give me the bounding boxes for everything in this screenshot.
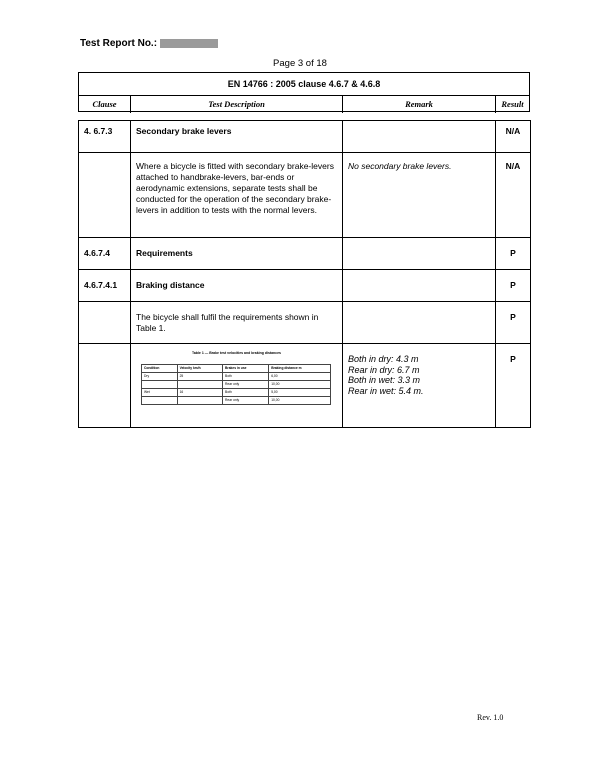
table1-header: Condition [142, 365, 178, 373]
section-header [78, 72, 530, 112]
measurement-line: Both in dry: 4.3 m [348, 354, 419, 364]
measurement-line: Both in wet: 3.3 m [348, 375, 421, 385]
table1-row [142, 389, 331, 397]
measurement-remarks [343, 344, 496, 428]
result-cell: P [496, 344, 531, 428]
table1-cell: 16 [177, 389, 222, 397]
clause-cell: 4.6.7.4 [79, 238, 131, 270]
result-cell: N/A [496, 153, 531, 238]
test-report-number [80, 38, 218, 49]
table1-row [142, 381, 331, 389]
table-row [79, 238, 531, 270]
table1-cell: Rear only [223, 397, 269, 405]
table-row [79, 344, 531, 428]
clause-cell: 4. 6.7.3 [79, 121, 131, 153]
report-number-label: Test Report No.: [80, 38, 158, 49]
description-cell: Braking distance [131, 270, 343, 302]
table1-cell: 25 [177, 373, 222, 381]
table1-cell: Rear only [223, 381, 269, 389]
remark-cell [343, 238, 496, 270]
standard-title: EN 14766 : 2005 clause 4.6.7 & 4.6.8 [79, 73, 529, 96]
description-cell: The bicycle shall fulfil the requirements shown in Table 1. [131, 302, 343, 344]
table1-title: Table 1 — Brake test velocities and braking distances [191, 351, 282, 355]
table1-cell: Dry [142, 373, 178, 381]
table1-cell [177, 381, 222, 389]
table1-cell [142, 381, 178, 389]
remark-cell [343, 121, 496, 153]
revision-label: Rev. 1.0 [477, 713, 504, 722]
table1-cell: Both [223, 373, 269, 381]
table1-header: Brakes in use [223, 365, 269, 373]
table1-cell: 10,00 [269, 381, 331, 389]
table1-image [131, 344, 343, 428]
table1-row [142, 397, 331, 405]
page-number: Page 3 of 18 [273, 58, 327, 69]
clause-cell [79, 153, 131, 238]
table1-cell: 10,00 [269, 397, 331, 405]
remark-cell: No secondary brake levers. [343, 153, 496, 238]
table-row [79, 153, 531, 238]
table1-header: Velocity km/h [177, 365, 222, 373]
test-table [78, 120, 531, 428]
result-cell: P [496, 270, 531, 302]
table1-row [142, 373, 331, 381]
table1-cell: Both [223, 389, 269, 397]
clause-cell [79, 344, 131, 428]
table-row [79, 270, 531, 302]
clause-cell [79, 302, 131, 344]
table1-cell [142, 397, 178, 405]
result-cell: N/A [496, 121, 531, 153]
column-header-result: Result [501, 99, 524, 109]
measurement-line: Rear in dry: 6.7 m [348, 364, 420, 375]
table1-header: Braking distance m [269, 365, 331, 373]
description-cell: Secondary brake levers [131, 121, 343, 153]
table1-cell: 6,00 [269, 373, 331, 381]
table1-cell [177, 397, 222, 405]
result-cell: P [496, 302, 531, 344]
column-header-test-description: Test Description [131, 96, 343, 113]
remark-cell [343, 302, 496, 344]
result-cell: P [496, 238, 531, 270]
table1-header-row [142, 365, 331, 373]
description-cell: Requirements [131, 238, 343, 270]
measurement-line: Rear in wet: 5.4 m. [348, 385, 424, 396]
column-header-clause: Clause [79, 96, 131, 113]
column-header-remark: Remark [343, 96, 496, 113]
remark-cell [343, 270, 496, 302]
description-cell: Where a bicycle is fitted with secondary brake-levers attached to handbrake-levers, bar-ends or aerodynamic extensions, separate tests shall be conducted for the operation of the secondary brake-levers in addition to tests with the normal levers. [131, 153, 343, 238]
clause-cell: 4.6.7.4.1 [79, 270, 131, 302]
table-row [79, 121, 531, 153]
table-row [79, 302, 531, 344]
column-headers [79, 96, 529, 113]
table1-cell: Wet [142, 389, 178, 397]
table1-cell: 5,00 [269, 389, 331, 397]
redacted-report-number [160, 39, 218, 48]
table1 [141, 364, 331, 405]
